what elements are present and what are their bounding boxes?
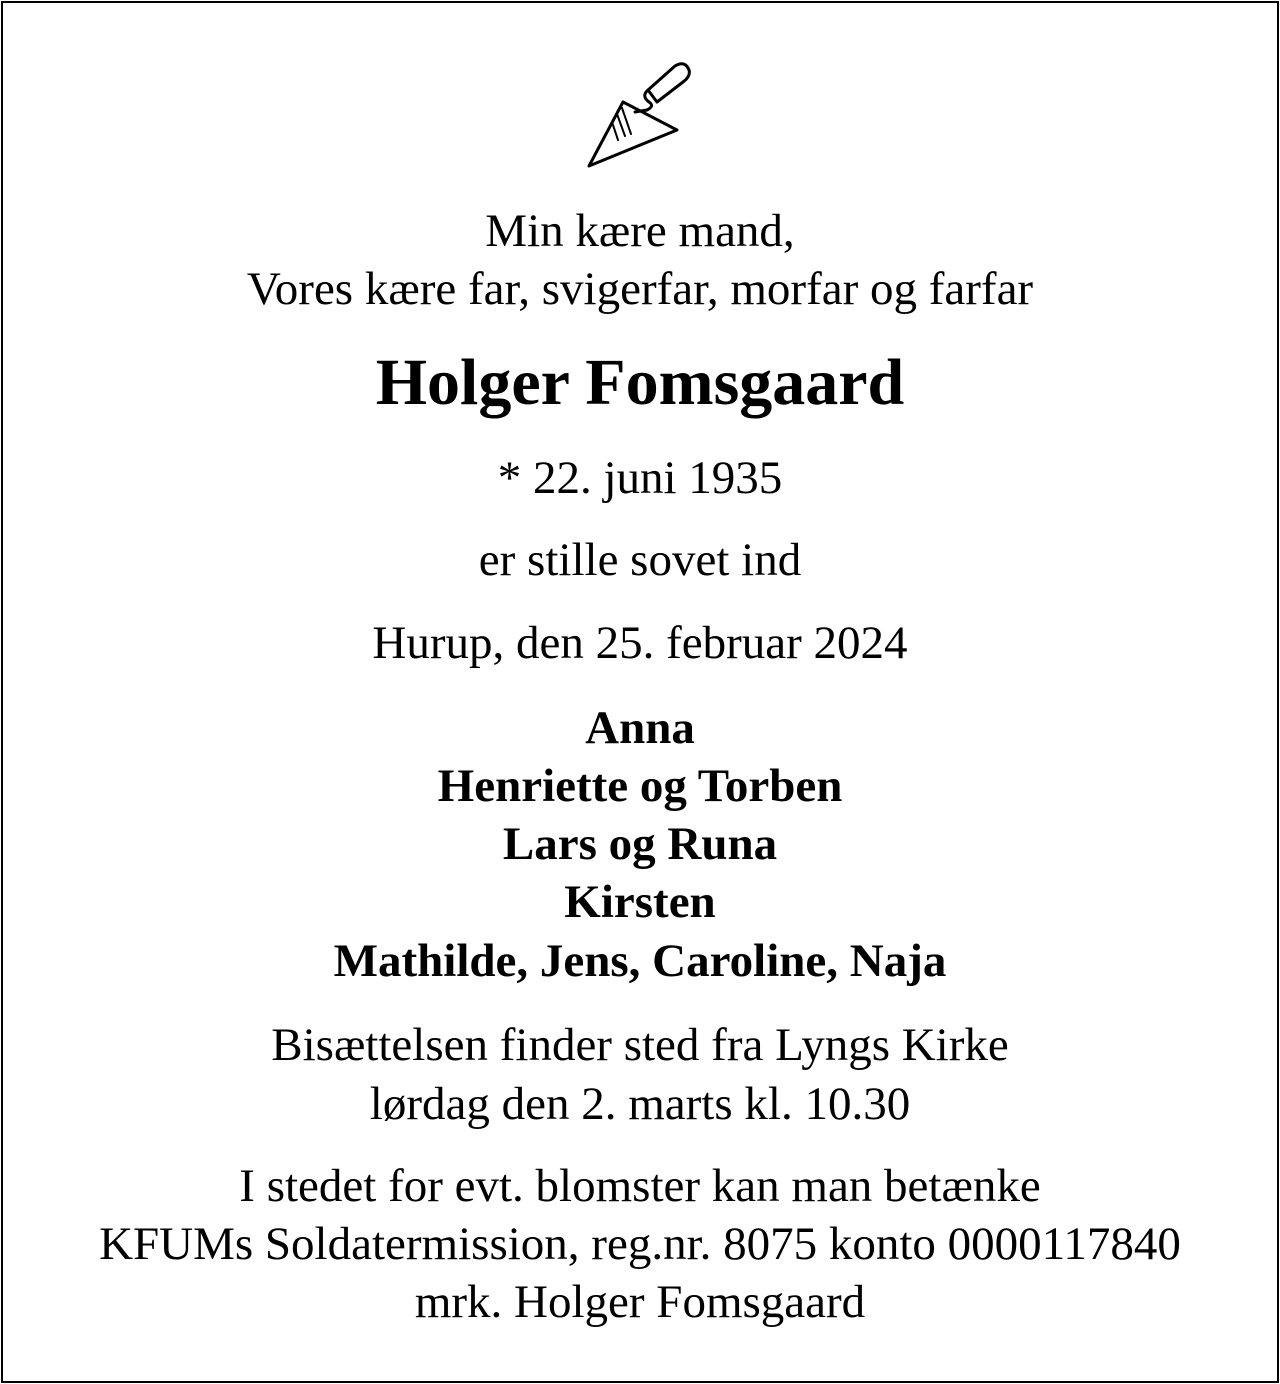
donation-line-1: I stedet for evt. blomster kan man betænke: [239, 1160, 1041, 1212]
donation-line-2: KFUMs Soldatermission, reg.nr. 8075 konto 0000117840: [99, 1218, 1181, 1270]
passing-text: er stille sovet ind: [478, 534, 802, 586]
place-and-date: Hurup, den 25. februar 2024: [372, 617, 908, 669]
birth-date: * 22. juni 1935: [497, 452, 783, 504]
intro-line-2: Vores kære far, svigerfar, morfar og farfar: [246, 263, 1034, 315]
mourner-name: Kirsten: [564, 876, 716, 928]
mourner-name: Anna: [585, 702, 695, 754]
trowel-icon: [585, 62, 697, 170]
mourner-name: Mathilde, Jens, Caroline, Naja: [333, 935, 947, 987]
deceased-name: Holger Fomsgaard: [375, 346, 905, 419]
intro-line-1: Min kære mand,: [485, 205, 795, 257]
mourner-name: Lars og Runa: [502, 818, 778, 870]
funeral-line-1: Bisættelsen finder sted fra Lyngs Kirke: [271, 1019, 1009, 1071]
mourner-name: Henriette og Torben: [437, 760, 843, 812]
funeral-line-2: lørdag den 2. marts kl. 10.30: [369, 1078, 911, 1130]
donation-line-3: mrk. Holger Fomsgaard: [414, 1276, 866, 1328]
